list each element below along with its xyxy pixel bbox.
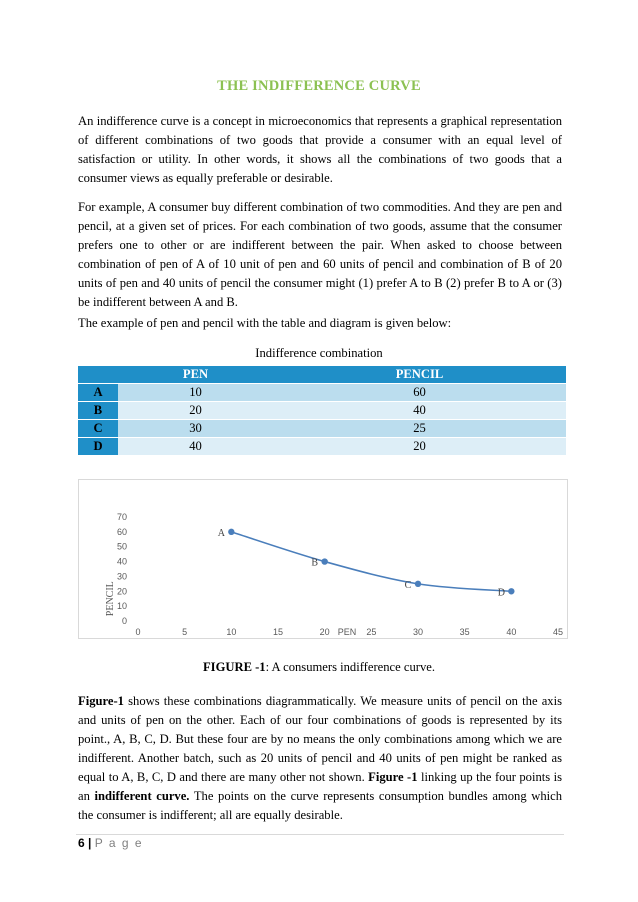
indifference-chart bbox=[78, 479, 568, 639]
pencil-cell: 40 bbox=[273, 402, 566, 420]
y-tick-label: 40 bbox=[116, 556, 127, 567]
page-number: 6 bbox=[78, 836, 85, 850]
combination-table bbox=[78, 366, 566, 455]
x-tick-label: 40 bbox=[506, 627, 517, 637]
figure-caption-label: FIGURE -1 bbox=[202, 660, 266, 674]
point-label: C bbox=[404, 579, 412, 591]
table-header-pen: PEN bbox=[118, 366, 273, 384]
pen-cell: 10 bbox=[118, 384, 273, 402]
y-tick-label: 0 bbox=[121, 616, 127, 626]
pen-cell: 20 bbox=[118, 402, 273, 420]
explanation-text-1: shows these combinations diagrammatically. We measure units of pencil on the axis and units of pen on the other. Each of our four combinations of goods is represented by its point., A, B, C, D. But these four are by no means the only combinations among which we are indifferent. Another batch, such as 20 units of pencil and 40 units of pen might be ranked as equal to A, B, C, D and there are many other not shown. bbox=[78, 694, 562, 784]
chart-canvas bbox=[79, 480, 569, 640]
table-row bbox=[78, 384, 566, 402]
example-paragraph: For example, A consumer buy different combination of two commodities. And they are pen and pencil, at a given set of prices. For each combination of two goods, assume that the consumer prefers one to other or are indifferent between the pair. When asked to choose between combination of pen of A of 10 unit of pen and 60 units of pencil and combination of B of 20 units of pen and 40 units of pencil the consumer might (1) prefer A to B (2) prefer B to A or (3) be indifferent between A and B. bbox=[78, 200, 562, 309]
pen-cell: 40 bbox=[118, 438, 273, 456]
point-label: D bbox=[497, 587, 505, 599]
x-tick-label: 20 bbox=[319, 627, 330, 637]
y-tick-label: 60 bbox=[116, 526, 127, 537]
explanation-text-2: linking up the four points is an bbox=[78, 770, 562, 803]
x-tick-label: 10 bbox=[226, 627, 237, 637]
table-row bbox=[78, 402, 566, 420]
explanation-paragraph bbox=[78, 692, 562, 825]
pencil-cell: 20 bbox=[273, 438, 566, 456]
series-line bbox=[231, 532, 511, 591]
pencil-cell: 60 bbox=[273, 384, 566, 402]
x-tick-label: 35 bbox=[459, 627, 470, 637]
table-caption: Indifference combination bbox=[255, 346, 383, 360]
y-tick-label: 70 bbox=[116, 512, 127, 522]
footer-separator: | bbox=[84, 836, 95, 850]
figure-caption bbox=[0, 660, 638, 675]
x-tick-label: 5 bbox=[182, 627, 188, 637]
y-axis-label: PENCIL bbox=[105, 581, 116, 617]
y-tick-label: 10 bbox=[116, 601, 127, 612]
row-label: A bbox=[78, 384, 118, 402]
x-tick-label: 45 bbox=[552, 627, 564, 637]
x-axis-label: PEN bbox=[337, 627, 357, 637]
table-header-pencil: PENCIL bbox=[273, 366, 566, 384]
data-point bbox=[228, 529, 234, 535]
explanation-text-3: The points on the curve represents consumption bundles among which the consumer is indifferent; all are equally desirable. bbox=[78, 789, 562, 822]
point-label: A bbox=[217, 527, 225, 539]
y-tick-label: 20 bbox=[116, 586, 127, 597]
y-tick-label: 50 bbox=[116, 541, 127, 552]
row-label: C bbox=[78, 420, 118, 438]
table-header-row bbox=[78, 366, 566, 384]
page-title: THE INDIFFERENCE CURVE bbox=[217, 78, 421, 94]
page-footer bbox=[78, 836, 143, 850]
x-tick-label: 0 bbox=[135, 627, 141, 637]
table-row bbox=[78, 420, 566, 438]
x-tick-label: 30 bbox=[412, 627, 424, 637]
x-tick-label: 15 bbox=[272, 627, 284, 637]
table-intro-paragraph: The example of pen and pencil with the table and diagram is given below: bbox=[78, 316, 452, 330]
table-row bbox=[78, 438, 566, 456]
x-tick-label: 25 bbox=[366, 627, 377, 637]
point-label: B bbox=[311, 557, 319, 569]
row-label: B bbox=[78, 402, 118, 420]
table-header-blank bbox=[78, 366, 118, 384]
pencil-cell: 25 bbox=[273, 420, 566, 438]
data-point bbox=[508, 588, 514, 594]
figure-ref-2: Figure -1 bbox=[368, 770, 418, 784]
pen-cell: 30 bbox=[118, 420, 273, 438]
footer-divider bbox=[76, 834, 564, 835]
page-word: P a g e bbox=[94, 836, 144, 850]
data-point bbox=[415, 581, 421, 587]
row-label: D bbox=[78, 438, 118, 456]
data-point bbox=[321, 558, 327, 564]
y-tick-label: 30 bbox=[116, 571, 127, 582]
indifferent-curve-term: indifferent curve. bbox=[94, 789, 190, 803]
figure-caption-text: : A consumers indifference curve. bbox=[265, 660, 435, 674]
figure-ref-1: Figure-1 bbox=[78, 694, 124, 708]
intro-paragraph: An indifference curve is a concept in microeconomics that represents a graphical representation of different combinations of two goods that provide a consumer with an equal level of satisfaction or utility. In other words, it shows all the combinations of two goods that a consumer views as equally preferable or desirable. bbox=[78, 114, 562, 185]
